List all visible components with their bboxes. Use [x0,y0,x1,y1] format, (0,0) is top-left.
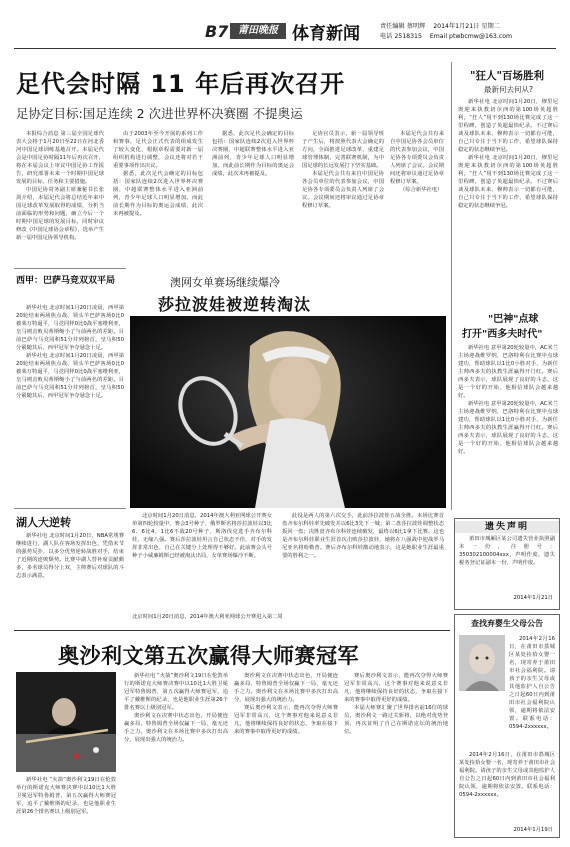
snooker-paragraph: 赛后奥沙利文表示，能再次夺得大师赛冠军非常高兴，这个赛事对他来说意义非凡，他将继续保持良好的状态，争取在接下来的赛事中取得更好的成绩。 [234,705,338,735]
snooker-body-3 [234,672,338,838]
column-divider [451,62,452,510]
missing-parents-body-lower [459,751,555,817]
divider [14,630,450,631]
snooker-paragraph: 奥沙利文在决赛中状态出色，开局便连赢多局，特鲁姆普全场仅赢下一局，毫无还手之力。奥沙利文在本场比赛中多次打出高分，展现出强大的统治力。 [124,713,228,743]
missing-parents-body [509,635,555,747]
lost-notice-date: 2014年1月21日 [513,595,553,601]
balotelli-subheadline: 打开"西多夫时代" [462,329,543,340]
snooker-paragraph: 赛后奥沙利文表示，能再次夺得大师赛冠军非常高兴，这个赛事对他来说意义非凡，他将继续保持良好的状态，争取在接下来的赛事中取得更好的成绩。 [344,673,448,703]
masthead [0,0,570,55]
masthead-meta-top [380,22,500,31]
snooker-paragraph: 新华社电 “火箭”奥沙利文19日在伦敦举行的斯诺克大师赛决赛中以10比1大胜卫冕冠军特鲁姆普，第五次赢得大师赛冠军，追平了戴维斯的纪录，也是他职业生涯第26个排名赛以上级别冠军。 [124,673,228,711]
balotelli-paragraph: 新华社电 意甲第20轮较量中，AC米兰主场迎战维罗纳，巴洛特利在比赛中点球建功，帮助球队以1比0小胜对手，为新任主帅西多夫的执教生涯赢得开门红。赛后西多夫表示，球队展现了良好的斗志，这是一个好的开始，他相信球队会越来越好。 [458,401,558,455]
lead-paragraph: 足协官员表示，新一届领导班子产生后，将按照代表大会确定的方向，全面推进足球改革，重建足球管理体制，完善联赛机制，为中国足球的长远发展打下坚实基础。 [302,131,384,169]
issue-date: 2014年1月21日 [433,23,480,30]
lead-col-3 [212,130,294,262]
lead-subheadline: 足协定目标:国足连续 2 次进世界杯决赛圈 不提奥运 [16,106,303,121]
tennis-kicker: 澳网女单赛场继续爆冷 [170,276,280,289]
tennis-caption [132,512,272,608]
editor-label: 责任编辑 [380,23,405,30]
email-address: ptwbcmw@163.com [449,33,513,40]
lakers-body [16,532,124,637]
divider [14,268,126,269]
snooker-headline: 奥沙利文第五次赢得大师赛冠军 [58,644,359,668]
baby-image [459,635,505,691]
lead-byline: （综合新华社电） [400,187,443,193]
snooker-body-4 [344,672,448,838]
tennis-headline: 莎拉波娃被逆转淘汰 [158,295,312,314]
lakers-headline: 湖人大逆转 [16,516,71,529]
lead-paragraph: 本届足代会共有来自中国足协各会员单位的代表参加会议，中国足协各专项委员会负责人列席了会议。会议期间还将审议通过足协章程修订草案。 [390,131,444,185]
lost-notice-title: 遗失声明 [455,521,559,533]
phone-number: 2518315 [394,33,422,40]
osullivan-image [16,672,116,772]
tennis-photo-credit: 北京时间1月20日消息，2014年澳大利亚网球公开赛进入第二周 [132,614,283,620]
lead-paragraph: 据悉，此次足代会确定的目标包括：国家队连续2次进入世界杯决赛圈，中超联赛整体水平进入亚洲前列，青少年足球人口明显增加。而此前长期作为目标的奥运会成绩，此次未再被提及。 [212,131,294,177]
lead-headline: 足代会时隔 11 年后再次召开 [16,70,346,98]
missing-parents-text: 2014年2月16日，在莆田市荔城区某处捡拾女婴一名，现寄养于莆田市社会福利院。请孩子的亲生父母或其他监护人自公告之日起60日内到莆田市社会福利院认领，逾期将依法安置。联系电话：0594-2xxxxxx。 [459,752,555,798]
divider [14,508,126,509]
lost-notice-box [454,518,560,610]
tennis-body-right [282,512,444,608]
masthead-rule [14,48,556,49]
snooker-body-1 [16,776,116,840]
lost-notice-body [455,533,559,593]
mourinho-headline: "狂人"百场胜利 [470,70,544,82]
lead-paragraph: 据悉，此次足代会确定的目标包括：国家队连续2次进入世界杯决赛圈，中超联赛整体水平进入亚洲前列，青少年足球人口明显增加。而此前长期作为目标的奥运会成绩，此次未再被提及。 [113,171,203,217]
section-title: 体育新闻 [292,24,360,44]
lead-col-5 [390,130,444,262]
lead-col-1 [16,130,104,262]
mourinho-paragraph: 新华社电 北京时间1月20日，穆里尼奥迎来执教切尔西的第100场英超胜利，“狂人”用不到130场比赛完成了这一里程碑，创造了英超最快纪录。不过赛后谈及球队未来，穆帅表示一切都有可能，自己只专注于当下的工作，希望球队保持稳定的状态继续争冠。 [458,99,558,153]
lead-col-2 [113,130,203,262]
tennis-photo [130,316,446,508]
email-label: Email [429,33,448,40]
balotelli-paragraph: 新华社电 意甲第20轮较量中，AC米兰主场迎战维罗纳，巴洛特利在比赛中点球建功，帮助球队以1比0小胜对手，为新任主帅西多夫的执教生涯赢得开门红。赛后西多夫表示，球队展现了良好的斗志，这是一个好的开始，他相信球队会越来越好。 [458,345,558,399]
balotelli-headline: "巴神"点球 [488,314,539,325]
spain-paragraph: 新华社电 北京时间1月20日凌晨，西甲第20轮结束两场焦点战，领头羊巴萨客场0比0被莱万特逼平，马竞同样0比0战平塞维利亚，皇马则击败贝蒂斯缩小了与前两名的差距。目前巴萨与马竞同积51分并列榜首，皇马积50分紧随其后，西甲冠军争夺悬念十足。 [16,353,124,399]
spain-body [16,304,124,504]
lost-notice-text: 莆田市城厢区某公司遗失营业执照副本一份，注册号：350302100004xxx，声明作废。遗失税务登记证副本一份，声明作废。 [459,536,555,566]
snooker-paragraph: 本届大师赛汇聚了世界排名前16位的球员，奥沙利文一路过关斩将，以绝对优势登顶，再次证明了自己在斯诺克坛的统治地位。 [344,705,448,735]
paper-logo: 莆田晚报 [230,23,286,39]
mourinho-subheadline: 最新何去何从? [484,85,533,94]
lakers-paragraph: 新华社电 北京时间1月20日，NBA常规赛继续进行，湖人队在客场发挥出色，凭借末节的强势反扑，以多分优势逆转战胜对手，结束了近期的连败颓势。比赛中湖人替补席贡献颇多，多名球员得分上双，主帅赛后对球队的斗志表示满意。 [16,533,124,579]
snooker-paragraph: 奥沙利文在决赛中状态出色，开局便连赢多局，特鲁姆普全场仅赢下一局，毫无还手之力。奥沙利文在本场比赛中多次打出高分，展现出强大的统治力。 [234,673,338,703]
page-number: B7 [205,22,229,41]
editor-name: 蔡明辉 [406,23,426,30]
phone-label: 电话 [380,33,393,40]
spain-headline: 西甲：巴萨马竞双双平局 [16,276,116,286]
issue-weekday: 星期二 [481,23,500,30]
lead-paragraph: 本届足代会共有来自中国足协各会员单位的代表参加会议，中国足协各专项委员会负责人列席了会议。会议期间还将审议通过足协章程修订草案。 [302,171,384,209]
mourinho-paragraph: 新华社电 北京时间1月20日，穆里尼奥迎来执教切尔西的第100场英超胜利，“狂人”用不到130场比赛完成了这一里程碑，创造了英超最快纪录。不过赛后谈及球队未来，穆帅表示一切都有可能，自己只专注于当下的工作，希望球队保持稳定的状态继续争冠。 [458,155,558,209]
spain-paragraph: 新华社电 北京时间1月20日凌晨，西甲第20轮结束两场焦点战，领头羊巴萨客场0比0被莱万特逼平，马竞同样0比0战平塞维利亚，皇马则击败贝蒂斯缩小了与前两名的差距。目前巴萨与马竞同积51分并列榜首，皇马积50分紧随其后，西甲冠军争夺悬念十足。 [16,305,124,351]
missing-parents-text: 2014年2月16日，在莆田市荔城区某处捡拾女婴一名，现寄养于莆田市社会福利院。请孩子的亲生父母或其他监护人自公告之日起60日内到莆田市社会福利院认领，逾期将依法安置。联系电话：0594-2xxxxxx。 [509,636,555,730]
missing-parents-box [454,614,560,838]
snooker-photo [16,672,116,772]
lead-paragraph: 本报综合消息 第三届全国足球代表大会将于1月20日至22日在河北香河中国足球训练基地召开。本届足代会是中国足协时隔11年后再次召开，将在本届会议上审议中国足协工作报告，研究部署未来一个时期中国足球发展的目标、任务和主要措施。 [16,131,104,185]
lead-paragraph: 由于2003年至今开展的系列工作和赛事，足代会正式代表的组成发生了较大变化，根据章程需要对新一届组织机构进行调整，会议还将对若干重要事项作出决议。 [113,131,203,169]
baby-photo [459,635,505,691]
sharapova-image [130,316,446,508]
snooker-paragraph: 新华社电 “火箭”奥沙利文19日在伦敦举行的斯诺克大师赛决赛中以10比1大胜卫冕冠军特鲁姆普，第五次赢得大师赛冠军，追平了戴维斯的纪录，也是他职业生涯第26个排名赛以上级别冠军。 [16,777,116,815]
missing-parents-date: 2014年1月19日 [513,827,553,833]
mourinho-body [458,98,558,308]
snooker-body-2 [124,672,228,838]
balotelli-body [458,344,558,514]
tennis-paragraph: 北京时间1月20日消息，2014年澳大利亚网球公开赛女单第四轮较量中，赛会3号种子、俄罗斯名将莎拉波娃以3比6、6比4、1比6不敌20号种子、斯洛伐克选手齐布尔科娃，无缘八强。赛后莎拉波娃坦言自己状态不佳，对手的发挥非常出色，自己在关键分上处理得不够好。此前赛会头号种子小威廉姆斯已经被淘汰出局，女单赛场爆冷不断。 [132,513,272,559]
lead-paragraph: 中国足协常务副主席兼秘书长张剑介绍，本届足代会将总结近年来中国足球改革发展取得的成绩，分析当前面临的形势和问题，确立今后一个时期中国足球的发展目标，同时审议修改《中国足球协会章程》，选举产生新一届中国足协领导机构。 [16,187,104,241]
missing-parents-title: 查找弃婴生父母公告 [471,619,543,628]
tennis-paragraph: 此役是两人的第六次交手，此前莎拉波娃五战全胜。本场比赛首盘齐布尔科娃率先破发并以6比3先下一城；第二盘莎拉波娃调整状态扳回一盘；决胜盘齐布尔科娃连续破发，最终以6比1拿下比赛。这也是齐布尔科娃职业生涯首次击败莎拉波娃，她将在八强战中迎战罗马尼亚名将哈勒普。赛后齐布尔科娃激动地表示，这是她职业生涯最重要的胜利之一。 [282,513,444,559]
lead-col-4 [302,130,384,262]
masthead-meta-bottom [380,32,512,41]
